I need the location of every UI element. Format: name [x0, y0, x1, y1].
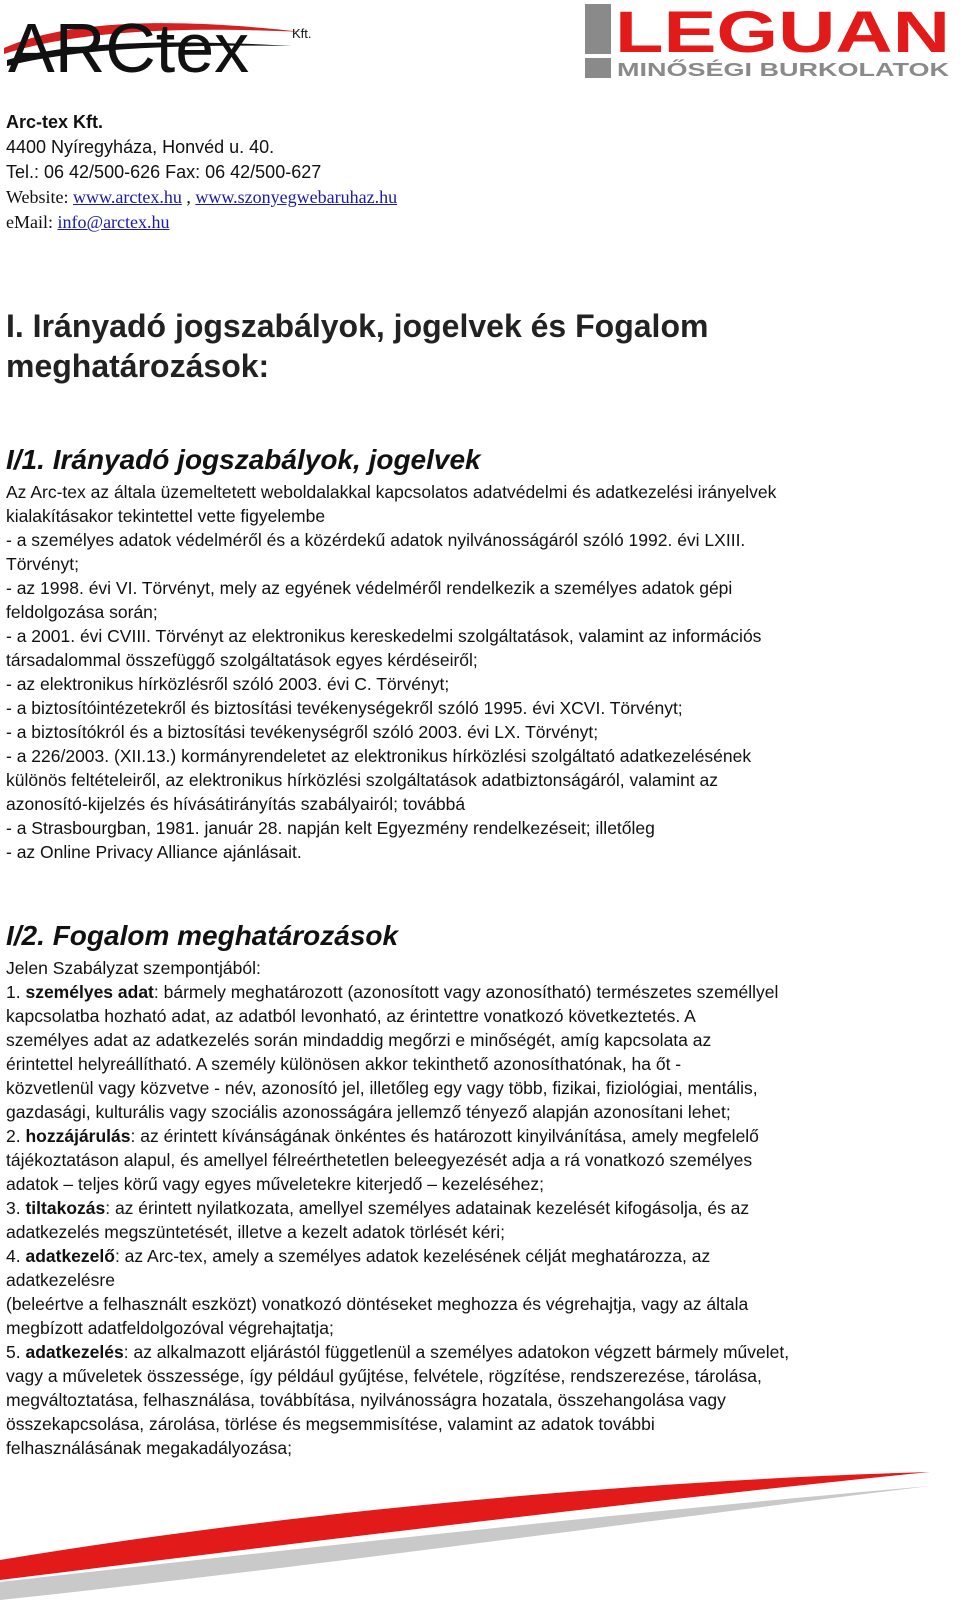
website-separator: , [181, 187, 196, 207]
definition-text: : az érintett kívánságának önkéntes és határozott kinyilvánítása, amely megfelelő [130, 1126, 759, 1146]
definition-term: személyes adat [25, 982, 154, 1002]
definition-item [6, 1196, 946, 1220]
definition-text-line: kapcsolatba hozható adat, az adatból levonható, az érintettre vonatkozó következtetés. A [6, 1006, 696, 1026]
footer-swoosh-decoration [0, 1470, 960, 1624]
definition-text-line: (beleértve a felhasznált eszközt) vonatkozó döntéseket meghozza és végrehajtja, vagy az általa [6, 1294, 749, 1314]
definition-text: : bármely meghatározott (azonosított vagy azonosítható) természetes személlyel [153, 982, 779, 1002]
definition-item [6, 980, 946, 1004]
definition-number: 4. [6, 1246, 26, 1266]
definition-term: hozzájárulás [25, 1126, 131, 1146]
definition-text-line: adatkezelésre [6, 1270, 115, 1290]
definition-text-line: megváltoztatása, felhasználása, továbbítása, nyilvánosságra hozatala, összehangolása vagy [6, 1390, 726, 1410]
leguan-logo [585, 2, 955, 82]
section-definitions [6, 918, 946, 1460]
definition-text-line: közvetlenül vagy közvetve - név, azonosító jel, illetőleg egy vagy több, fizikai, fiziológiai, mentális, [6, 1078, 758, 1098]
main-heading-line: meghatározások: [6, 348, 270, 384]
section-intro: Jelen Szabályzat szempontjából: [6, 958, 261, 978]
definition-term: adatkezelés [25, 1342, 124, 1362]
arctex-logo [2, 2, 332, 92]
company-phone: Tel.: 06 42/500-626 Fax: 06 42/500-627 [6, 162, 322, 182]
definition-text-line: adatkezelés megszüntetését, illetve a kezelt adatok törlését kéri; [6, 1222, 506, 1242]
body-line: - a biztosítókról és a biztosítási tevékenységről szóló 2003. évi LX. Törvényt; [6, 722, 599, 742]
definition-text: : az érintett nyilatkozata, amellyel személyes adatainak kezelését kifogásolja, és az [105, 1198, 750, 1218]
definition-text-line: érintettel helyreállítható. A személy különösen akkor tekinthető azonosíthatónak, ha őt - [6, 1054, 682, 1074]
body-line: feldolgozása során; [6, 602, 158, 622]
definition-text-line: összekapcsolása, zárolása, törlése és megsemmisítése, valamint az adatok további [6, 1414, 655, 1434]
body-line: - a személyes adatok védelméről és a közérdekű adatok nyilvánosságáról szóló 1992. évi LXIII. [6, 530, 746, 550]
definition-number: 3. [6, 1198, 26, 1218]
definition-number: 1. [6, 982, 26, 1002]
body-line: - a Strasbourgban, 1981. január 28. napján kelt Egyezmény rendelkezéseit; illetőleg [6, 818, 655, 838]
definition-text: : az alkalmazott eljárástól függetlenül a személyes adatokon végzett bármely művelet, [123, 1342, 790, 1362]
company-name: Arc-tex Kft. [6, 112, 104, 132]
definition-text: : az Arc-tex, amely a személyes adatok kezelésének célját meghatározza, az [114, 1246, 711, 1266]
email-label: eMail: [6, 212, 58, 232]
body-line: - a 2001. évi CVIII. Törvényt az elektronikus kereskedelmi szolgáltatások, valamint az információs [6, 626, 762, 646]
definition-number: 2. [6, 1126, 26, 1146]
definition-term: tiltakozás [25, 1198, 106, 1218]
section-title: I/1. Irányadó jogszabályok, jogelvek [6, 444, 481, 475]
definition-item [6, 1340, 946, 1364]
definition-text-line: személyes adat az adatkezelés során mindaddig megőrzi e minőségét, amíg kapcsolata az [6, 1030, 712, 1050]
leguan-logo-subtitle: MINŐSÉGI BURKOLATOK [617, 60, 839, 80]
definition-text-line: megbízott adatfeldolgozóval végrehajtatja; [6, 1318, 334, 1338]
section-legal-sources [6, 442, 946, 864]
section-title: I/2. Fogalom meghatározások [6, 920, 399, 951]
body-line: - az Online Privacy Alliance ajánlásait. [6, 842, 302, 862]
leguan-logo-text: LEGUAN [615, 2, 950, 65]
arctex-logo-suffix: Kft. [292, 26, 312, 41]
body-line: Törvényt; [6, 554, 79, 574]
main-heading-line: I. Irányadó jogszabályok, jogelvek és Fogalom [6, 308, 709, 344]
body-line: - az elektronikus hírközlésről szóló 2003. évi C. Törvényt; [6, 674, 450, 694]
definition-text-line: vagy a műveletek összessége, így például gyűjtése, felvétele, rögzítése, rendszerezése, tárolása, [6, 1366, 762, 1386]
definition-number: 5. [6, 1342, 26, 1362]
main-heading [6, 306, 906, 386]
website-link-szonyegwebaruhaz[interactable]: www.szonyegwebaruhaz.hu [195, 187, 398, 207]
company-address: 4400 Nyíregyháza, Honvéd u. 40. [6, 137, 275, 157]
definition-term: adatkezelő [25, 1246, 115, 1266]
body-line: - a biztosítóintézetekről és biztosítási tevékenységekről szóló 1995. évi XCVI. Törvényt; [6, 698, 683, 718]
definition-text-line: tájékoztatáson alapul, és amellyel félreérthetetlen beleegyezését adja a rá vonatkozó személyes [6, 1150, 753, 1170]
definition-item [6, 1244, 946, 1268]
company-email-line [6, 210, 397, 235]
body-line: különös feltételeiről, az elektronikus hírközlési szolgáltatások adatbiztonságáról, valamint az [6, 770, 719, 790]
company-info [6, 110, 397, 235]
website-label: Website: [6, 187, 74, 207]
email-link[interactable]: info@arctex.hu [57, 212, 170, 232]
body-line: azonosító-kijelzés és hívásátirányítás szabályairól; továbbá [6, 794, 466, 814]
body-line: társadalommal összefüggő szolgáltatások egyes kérdéseiről; [6, 650, 478, 670]
definition-text-line: adatok – teljes körű vagy egyes műveletekre kiterjedő – kezeléséhez; [6, 1174, 544, 1194]
definition-list [6, 980, 946, 1460]
section-body [6, 480, 946, 864]
body-line: kialakításakor tekintettel vette figyelembe [6, 506, 326, 526]
definition-text-line: gazdasági, kulturális vagy szociális azonosságára jellemző tényező alapján azonosítani lehet; [6, 1102, 731, 1122]
company-website-line [6, 185, 397, 210]
definition-text-line: felhasználásának megakadályozása; [6, 1438, 293, 1458]
website-link-arctex[interactable]: www.arctex.hu [73, 187, 182, 207]
arctex-logo-text: ARCtex [8, 9, 250, 87]
body-line: - az 1998. évi VI. Törvényt, mely az egyének védelméről rendelkezik a személyes adatok gépi [6, 578, 733, 598]
body-line: Az Arc-tex az általa üzemeltetett weboldalakkal kapcsolatos adatvédelmi és adatkezelési irányelvek [6, 482, 777, 502]
body-line: - a 226/2003. (XII.13.) kormányrendeletet az elektronikus hírközlési szolgáltató adatkezelésének [6, 746, 752, 766]
definition-item [6, 1124, 946, 1148]
